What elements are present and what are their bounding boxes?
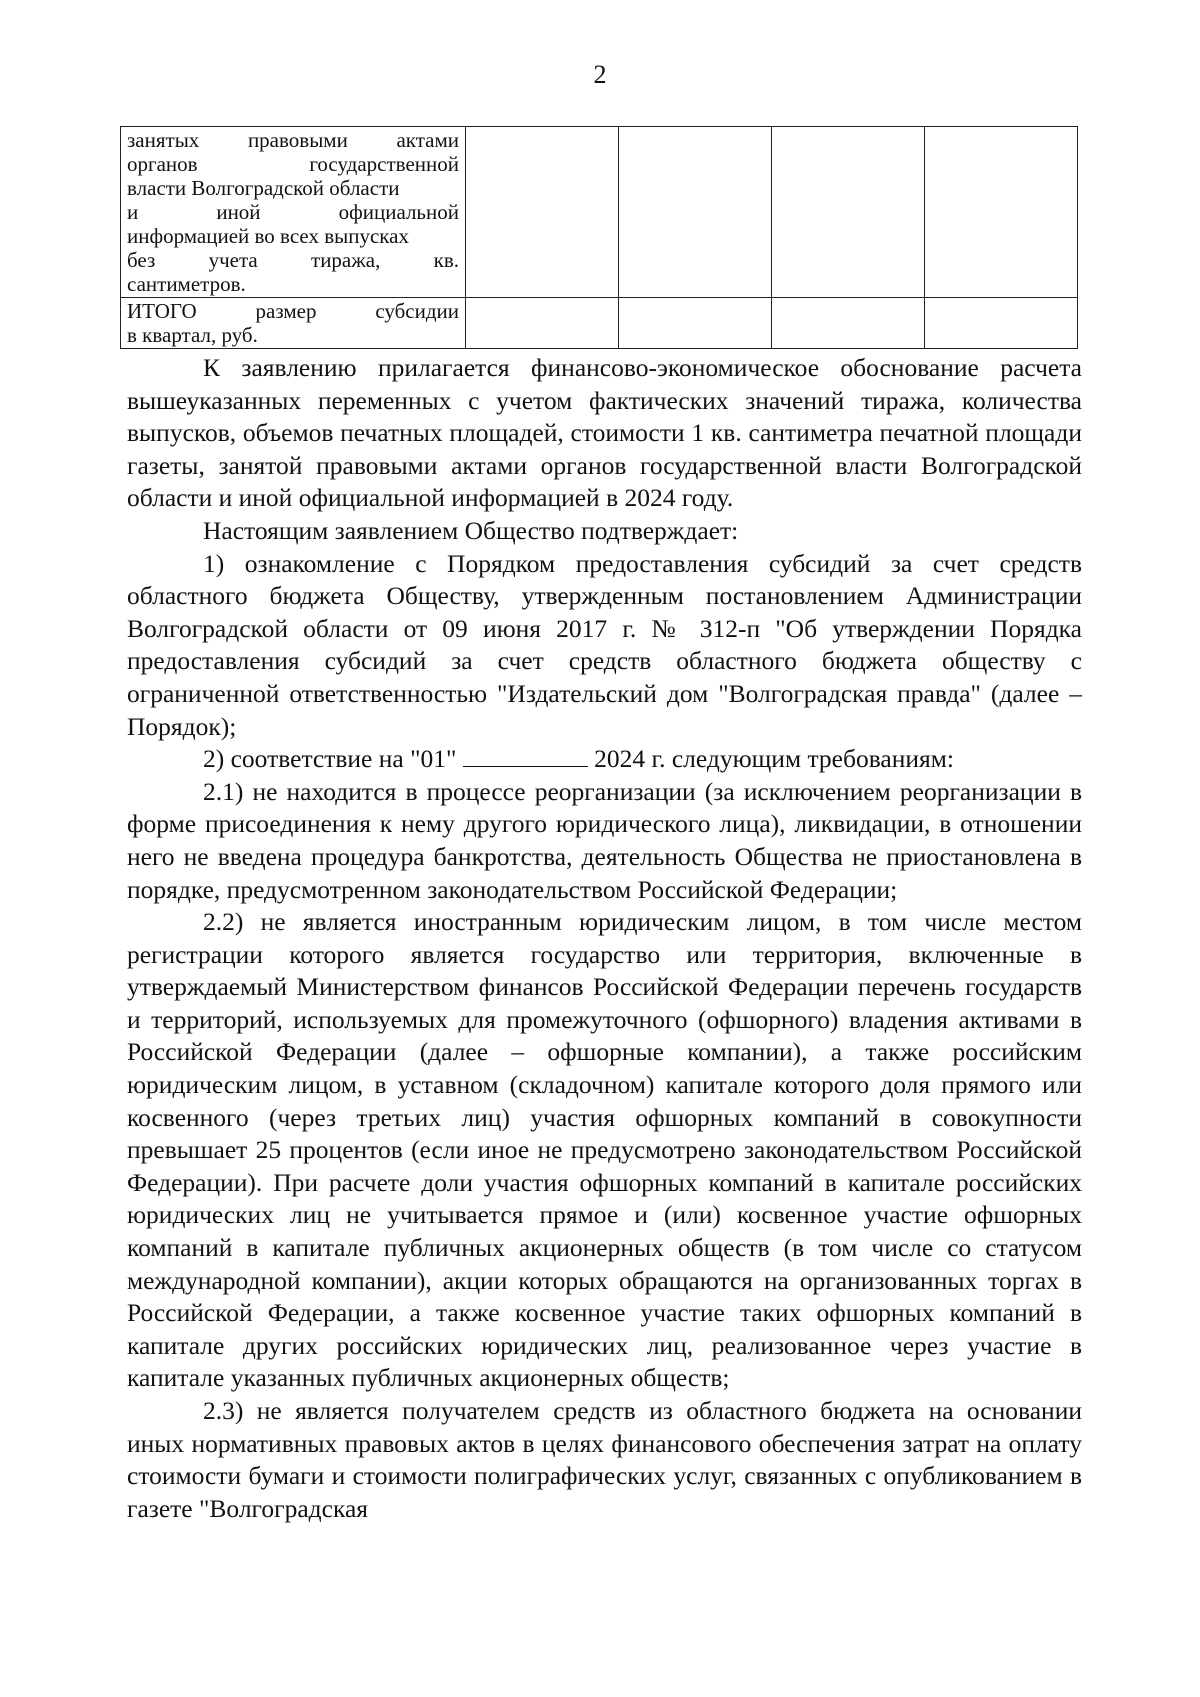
table-cell	[772, 127, 925, 298]
table-cell	[619, 298, 772, 349]
paragraph-item-2-2: 2.2) не является иностранным юридическим лицом, в том числе местом регистрации которого является государство или территория, включенные в утверждаемый Министерством финансов Российской Федерации перечень государств и территорий, используемых для промежуточного (офшорного) владения активами в Российской Федерации (далее – офшорные компании), а также российским юридическим лицом, в уставном (складочном) капитале которого доля прямого или косвенного (через третьих лиц) участия офшорных компаний в совокупности превышает 25 процентов (если иное не предусмотрено законодательством Российской Федерации). При расчете доли участия офшорных компаний в капитале российских юридических лиц не учитывается прямое и (или) косвенное участие офшорных компаний в капитале публичных акционерных обществ (в том числе со статусом международной компании), акции которых обращаются на организованных торгах в Российской Федерации, а также косвенное участие таких офшорных компаний в капитале других российских юридических лиц, реализованное через участие в капитале указанных публичных акционерных обществ;	[127, 907, 1082, 1393]
paragraph-item-2-3: 2.3) не является получателем средств из областного бюджета на основании иных нормативных правовых актов в целях финансового обеспечения затрат на оплату стоимости бумаги и стоимости полиграфических услуг, связанных с опубликованием в газете "Волгоградская	[127, 1396, 1082, 1523]
row-label-line: сантиметров.	[127, 272, 246, 296]
table-cell	[619, 127, 772, 298]
table-cell	[925, 127, 1078, 298]
row-label-line: занятых правовыми актами	[127, 128, 459, 152]
table-cell	[466, 127, 619, 298]
subsidy-table	[120, 126, 1078, 349]
row-label-line: власти Волгоградской области	[127, 176, 400, 200]
row-label-line: органов государственной	[127, 152, 459, 176]
paragraph-item-1: 1) ознакомление с Порядком предоставления субсидий за счет средств областного бюджета Обществу, утвержденным постановлением Администрации Волгоградской области от 09 июня 2017 г. № 312-п "Об утверждении Порядка предоставления субсидий за счет средств областного бюджета обществу с ограниченной ответственностью "Издательский дом "Волгоградская правда" (далее – Порядок);	[127, 548, 1082, 741]
table-row	[121, 298, 1078, 349]
table-cell	[925, 298, 1078, 349]
row-label-line: ИТОГО размер субсидии	[127, 299, 459, 323]
paragraph-attachment: К заявлению прилагается финансово-экономическое обоснование расчета вышеуказанных переменных с учетом фактических значений тиража, количества выпусков, объемов печатных площадей, стоимости 1 кв. сантиметра печатной площади газеты, занятой правовыми актами органов государственной власти Волгоградской области и иной официальной информацией в 2024 году.	[127, 353, 1082, 513]
row-label-total	[121, 298, 466, 349]
paragraph-item-2-1: 2.1) не находится в процессе реорганизации (за исключением реорганизации в форме присоединения к нему другого юридического лица), ликвидации, в отношении него не введена процедура банкротства, деятельность Общества не приостановлена в порядке, предусмотренном законодательством Российской Федерации;	[127, 776, 1082, 904]
table-cell	[466, 298, 619, 349]
paragraph-item-2	[127, 743, 1082, 776]
row-label-line: информацией во всех выпусках	[127, 224, 409, 248]
table-cell	[772, 298, 925, 349]
table-row	[121, 127, 1078, 298]
item-2-text-before: 2) соответствие на "01"	[203, 744, 457, 774]
row-label-line: в квартал, руб.	[127, 323, 258, 347]
row-label-line: без учета тиража, кв.	[127, 248, 459, 272]
document-body	[127, 352, 1082, 1525]
row-label-line: и иной официальной	[127, 200, 459, 224]
item-2-text-after: 2024 г. следующим требованиям:	[594, 744, 954, 774]
page-number: 2	[593, 60, 607, 89]
row-label-area	[121, 127, 466, 298]
paragraph-confirmation-intro: Настоящим заявлением Общество подтверждает:	[203, 515, 739, 545]
date-blank-line	[463, 744, 588, 767]
